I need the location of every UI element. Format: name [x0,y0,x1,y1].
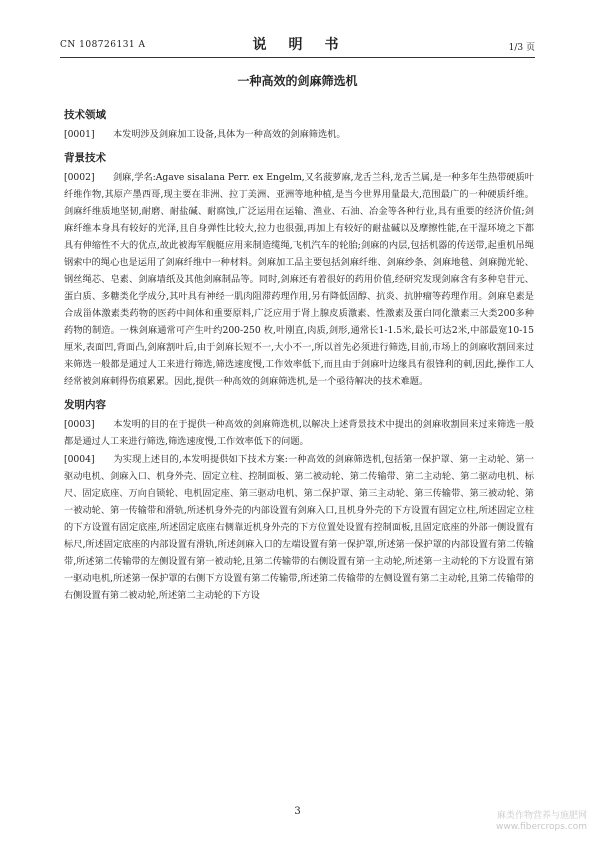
section-technical-field [64,107,534,143]
paragraph-number: [0002] [64,172,95,183]
paragraph [64,126,534,143]
paragraph [64,416,534,450]
section-summary [64,397,534,604]
watermark [496,811,587,833]
document-body [64,100,534,605]
page-header [60,34,535,56]
document-type: 说 明 书 [252,37,343,53]
page-info: 1/3 页 [508,43,535,53]
paragraph-number: [0003] [64,419,95,430]
paragraph [64,169,534,390]
watermark-site-name: 麻类作物营养与施肥网 [496,811,587,821]
section-heading: 技术领域 [64,109,106,121]
document-number: CN 108726131 A [60,40,146,50]
document-title: 一种高效的剑麻筛选机 [237,74,358,88]
header-rule [60,57,535,58]
paragraph-text: 剑麻,学名:Agave sisalana Perr. ex Engelm,又名菠萝麻,龙舌兰科,龙舌兰属,是一种多年生热带硬质叶纤维作物,其原产墨西哥,现主要在非洲、拉丁美洲、亚洲等地种植,是当今世界用量最大,范围最广的一种硬质纤维。剑麻纤维质地坚韧,耐磨、耐盐碱、耐腐蚀,广泛运用在运输、渔业、石油、冶金等各种行业,具有重要的经济价值;剑麻纤维本身具有较好的光泽,且自身弹性比较大,拉力也很强,再加上有较好的耐盐碱以及摩擦性能,在干湿环境之下都具有伸缩性不大的优点,故此被海军舰艇应用来制造缆绳,飞机汽车的轮胎;剑麻的内层,包括机器的传送带,起重机吊绳钢索中的绳心也是运用了剑麻纤维中一种材料。剑麻加工品主要包括剑麻纤维、剑麻纱条、剑麻地毯、剑麻抛光轮、钢丝绳芯、皂素、剑麻墙纸及其他剑麻制品等。同时,剑麻还有着很好的药用价值,经研究发现剑麻含有多种皂苷元、蛋白质、多糖类化学成分,其叶具有神经一肌肉阻滞药理作用,另有降低固醇、抗炎、抗肿瘤等药理作用。剑麻皂素是合成甾体激素类药物的医药中间体和重要原料,广泛应用于肾上腺皮质激素、性激素及蛋白同化激素三大类200多种药物的制造。一株剑麻通常可产生叶约200-250 枚,叶刚直,肉质,剑形,通常长1-1.5米,最长可达2米,中部最宽10-15厘米,表面凹,背面凸,剑麻割叶后,由于剑麻长短不一,大小不一,所以首先必须进行筛选,目前,市场上的剑麻收割回来过来筛选一般都是通过人工来进行筛选,筛选速度慢,工作效率低下,而且由于剑麻叶边缘具有很锋利的刺,因此,操作工人经常被剑麻刺得伤痕累累。因此,提供一种高效的剑麻筛选机,是一个亟待解决的技术难题。 [64,172,534,387]
paragraph-number: [0004] [64,454,95,465]
paragraph-number: [0001] [64,129,95,140]
paragraph-text: 本发明涉及剑麻加工设备,具体为一种高效的剑麻筛选机。 [112,129,346,140]
section-heading: 发明内容 [64,399,106,411]
paragraph-text: 本发明的目的在于提供一种高效的剑麻筛选机,以解决上述背景技术中提出的剑麻收割回来过来筛选一般都是通过人工来进行筛选,筛选速度慢,工作效率低下的问题。 [64,419,534,447]
section-background [64,150,534,390]
watermark-url: www.fibercrops.com [496,822,587,832]
section-heading: 背景技术 [64,152,106,164]
paragraph [64,451,534,604]
page-number: 3 [294,806,301,817]
paragraph-text: 为实现上述目的,本发明提供如下技术方案:一种高效的剑麻筛选机,包括第一保护罩、第一主动轮、第一驱动电机、剑麻入口、机身外壳、固定立柱、控制面板、第二被动轮、第二传输带、第二主动轮、第二驱动电机、标尺、固定底座、万向自锁轮、电机固定座、第三驱动电机、第二保护罩、第三主动轮、第三传输带、第三被动轮、第一被动轮、第一传输带和滑轨,所述机身外壳的内部设置有剑麻入口,且机身外壳的下方设置有固定立柱,所述固定立柱的下方设置有固定底座,所述固定底座右侧靠近机身外壳的下方位置处设置有控制面板,且固定底座的外部一侧设置有标尺,所述固定底座的内部设置有滑轨,所述剑麻入口的左端设置有第一保护罩,所述第一保护罩的内部设置有第二传输带,所述第二传输带的左侧设置有第一被动轮,且第二传输带的右侧设置有第一主动轮,所述第一主动轮的下方设置有第一驱动电机,所述第一保护罩的右侧下方设置有第二传输带,所述第二传输带的左侧设置有第二主动轮,且第二传输带的右侧设置有第二被动轮,所述第二主动轮的下方设 [64,454,534,601]
